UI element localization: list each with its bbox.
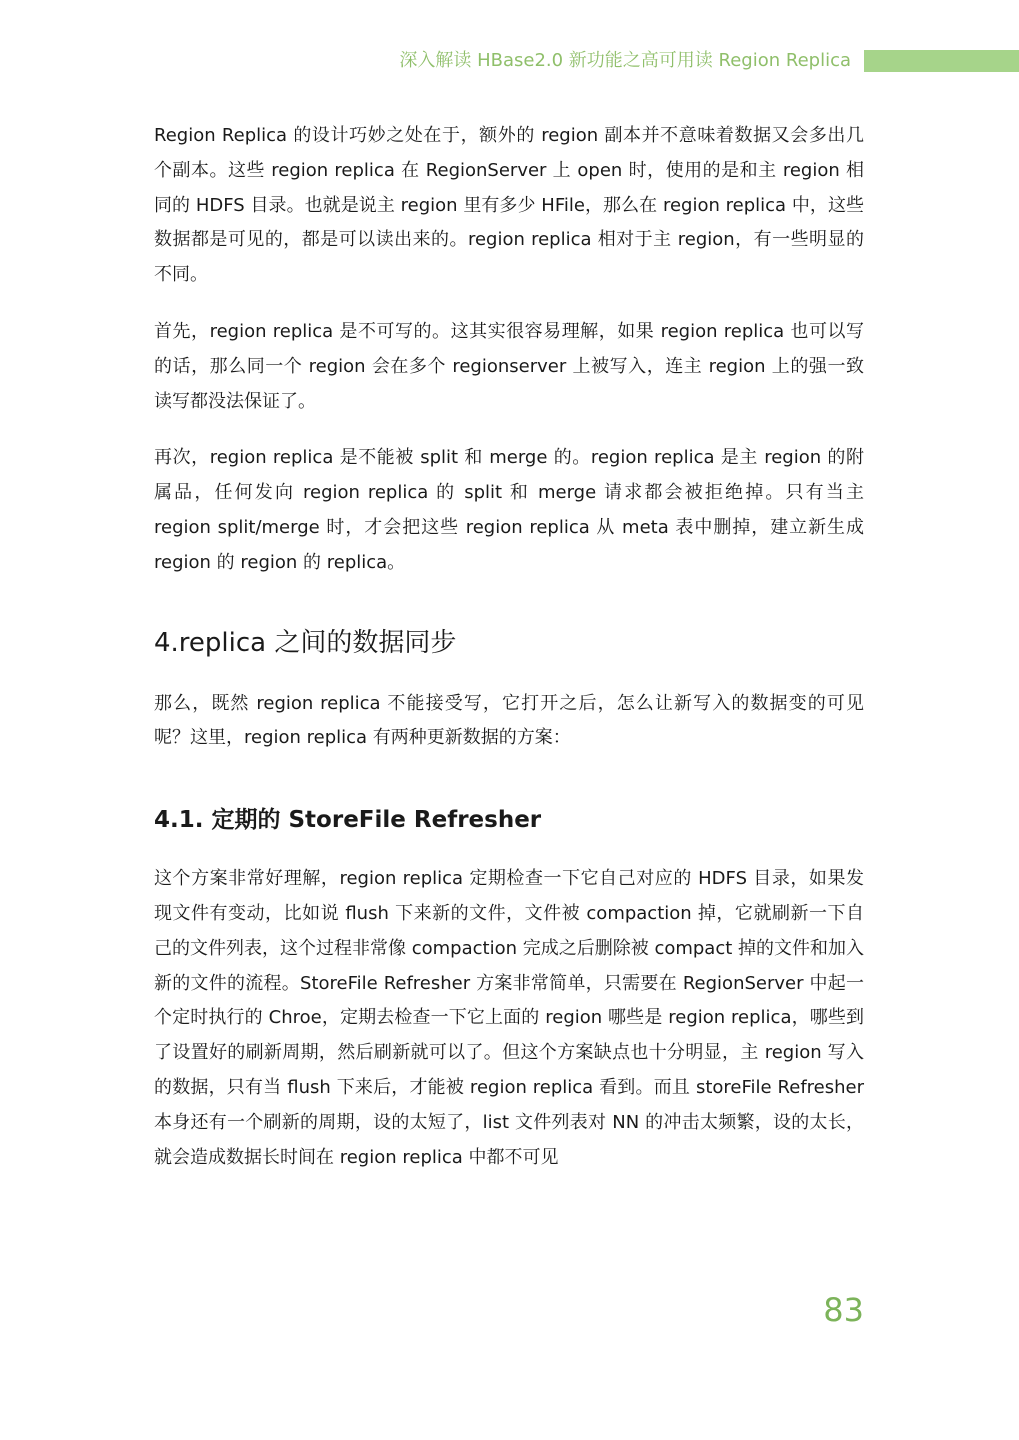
section-heading: 4.replica 之间的数据同步 <box>154 627 457 658</box>
page-number: 83 <box>823 1291 864 1329</box>
body-paragraph-4: 那么，既然 region replica 不能接受写，它打开之后，怎么让新写入的数据变的可见呢？这里，region replica 有两种更新数据的方案： <box>154 692 864 749</box>
body-paragraph-5: 这个方案非常好理解，region replica 定期检查一下它自己对应的 HDFS 目录，如果发现文件有变动，比如说 flush 下来新的文件，文件被 compaction 掉，它就刷新一下自己的文件列表，这个过程非常像 compaction 完成之后删除被 compact 掉的文件和加入新的文件的流程。StoreFile Refresher 方案非常简单，只需要在 RegionServer 中起一个定时执行的 Chroe，定期去检查一下它上面的 region 哪些是 region replica，哪些到了设置好的刷新周期，然后刷新就可以了。但这个方案缺点也十分明显，主 region 写入的数据，只有当 flush 下来后，才能被 region replica 看到。而且 storeFile Refresher 本身还有一个刷新的周期，设的太短了，list 文件列表对 NN 的冲击太频繁，设的太长，就会造成数据长时间在 region replica 中都不可见 <box>154 868 865 1168</box>
body-paragraph-1: Region Replica 的设计巧妙之处在于，额外的 region 副本并不意味着数据又会多出几个副本。这些 region replica 在 RegionServer 上 open 时，使用的是和主 region 相同的 HDFS 目录。也就是说主 region 里有多少 HFile，那么在 region replica 中，这些数据都是可见的，都是可以读出来的。region replica 相对于主 region，有一些明显的不同。 <box>154 125 864 286</box>
body-paragraph-2: 首先，region replica 是不可写的。这其实很容易理解，如果 region replica 也可以写的话，那么同一个 region 会在多个 regionserver 上被写入，连主 region 上的强一致读写都没法保证了。 <box>154 320 864 412</box>
page-content <box>154 119 864 1175</box>
running-header-title: 深入解读 HBase2.0 新功能之高可用读 Region Replica <box>399 50 851 71</box>
header-accent-bar <box>864 50 1019 72</box>
subsection-heading: 4.1. 定期的 StoreFile Refresher <box>154 807 542 834</box>
body-paragraph-3: 再次，region replica 是不能被 split 和 merge 的。region replica 是主 region 的附属品，任何发向 region replica 的 split 和 merge 请求都会被拒绝掉。只有当主 region split/merge 时，才会把这些 region replica 从 meta 表中删掉，建立新生成 region 的 region 的 replica。 <box>154 447 864 573</box>
